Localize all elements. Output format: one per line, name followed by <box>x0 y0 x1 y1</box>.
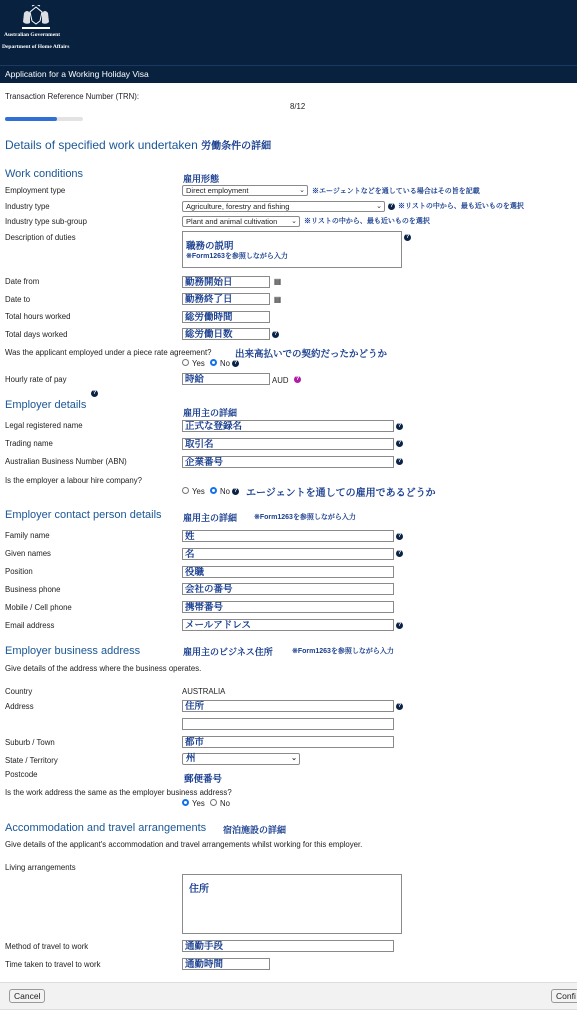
same-address-yes-radio[interactable] <box>182 799 189 806</box>
help-icon[interactable]: ? <box>397 550 402 556</box>
date-from-label: Date from <box>5 277 40 286</box>
application-title: Application for a Working Holiday Visa <box>5 69 149 79</box>
same-address-no-radio[interactable] <box>210 799 217 806</box>
travel-time-input[interactable]: 通勤時間 <box>182 958 270 970</box>
piece-rate-yes-radio[interactable] <box>182 359 189 366</box>
currency-label: AUD <box>272 376 289 385</box>
help-icon[interactable]: ? <box>397 423 402 429</box>
help-icon[interactable]: ? <box>295 376 300 382</box>
progress-fill <box>5 117 57 121</box>
contact-note: ※Form1263を参照しながら入力 <box>254 514 356 521</box>
labour-hire-label: Is the employer a labour hire company? <box>5 476 142 485</box>
piece-rate-no-label: No <box>220 359 230 368</box>
travel-method-input[interactable]: 通勤手段 <box>182 940 394 952</box>
email-input[interactable]: メールアドレス <box>182 619 394 631</box>
position-label: Position <box>5 567 33 576</box>
business-phone-input[interactable]: 会社の番号 <box>182 583 394 595</box>
site-header <box>0 0 577 65</box>
position-input[interactable]: 役職 <box>182 566 394 578</box>
mobile-label: Mobile / Cell phone <box>5 603 72 612</box>
page-title: Details of specified work undertaken 労働条件の詳細 <box>5 138 272 152</box>
travel-time-label: Time taken to travel to work <box>5 960 101 969</box>
help-icon[interactable]: ? <box>92 390 97 396</box>
trn-label: Transaction Reference Number (TRN): <box>5 92 140 101</box>
progress-text: 8/12 <box>290 102 306 111</box>
duties-note: ※Form1263を参照しながら入力 <box>186 253 288 260</box>
piece-rate-yes-label: Yes <box>192 359 205 368</box>
govt-name: Australian Government <box>4 32 61 38</box>
chevron-down-icon: ⌄ <box>299 187 305 194</box>
business-phone-label: Business phone <box>5 585 61 594</box>
same-address-yes-label: Yes <box>192 799 205 808</box>
labour-hire-no-radio[interactable] <box>210 487 217 494</box>
contact-person-jp: 雇用主の詳細 <box>183 513 238 523</box>
help-icon[interactable]: ? <box>233 488 238 494</box>
abn-input[interactable]: 企業番号 <box>182 456 394 468</box>
employment-type-note: ※エージェントなどを通している場合はその旨を記載 <box>312 188 480 195</box>
employer-details-jp: 雇用主の詳細 <box>183 408 238 418</box>
industry-type-label: Industry type <box>5 202 50 211</box>
state-select[interactable]: 州 ⌄ <box>182 753 300 765</box>
same-address-label: Is the work address the same as the employer business address? <box>5 788 232 797</box>
suburb-input[interactable]: 都市 <box>182 736 394 748</box>
hourly-input[interactable]: 時給 <box>182 373 270 385</box>
labour-hire-jp: エージェントを通しての雇用であるどうか <box>246 488 436 499</box>
piece-rate-label: Was the applicant employed under a piece rate agreement? <box>5 348 212 357</box>
employment-type-label: Employment type <box>5 186 66 195</box>
title-bar <box>0 65 577 83</box>
duties-textarea[interactable]: 職務の説明 ※Form1263を参照しながら入力 <box>182 231 402 268</box>
confirm-button[interactable]: Confi <box>551 989 577 1003</box>
given-names-input[interactable]: 名 <box>182 548 394 560</box>
address-note: ※Form1263を参照しながら入力 <box>292 648 394 655</box>
labour-hire-yes-label: Yes <box>192 487 205 496</box>
footer-bar <box>0 982 577 1010</box>
travel-method-label: Method of travel to work <box>5 942 89 951</box>
living-arrangements-textarea[interactable]: 住所 <box>182 874 402 934</box>
piece-rate-jp: 出来高払いでの契約だったかどうか <box>235 349 388 360</box>
country-label: Country <box>5 687 33 696</box>
hours-label: Total hours worked <box>5 312 71 321</box>
help-icon[interactable]: ? <box>397 622 402 628</box>
days-label: Total days worked <box>5 330 68 339</box>
country-value: AUSTRALIA <box>182 687 226 696</box>
legal-name-input[interactable]: 正式な登録名 <box>182 420 394 432</box>
help-icon[interactable]: ? <box>397 703 402 709</box>
labour-hire-yes-radio[interactable] <box>182 487 189 494</box>
labour-hire-no-label: No <box>220 487 230 496</box>
industry-type-select[interactable]: Agriculture, forestry and fishing ⌄ <box>182 201 385 212</box>
date-to-label: Date to <box>5 295 31 304</box>
work-conditions-jp: 雇用形態 <box>183 174 220 184</box>
help-icon[interactable]: ? <box>397 440 402 446</box>
progress-bar <box>5 117 83 121</box>
section-contact-person: Employer contact person details <box>5 509 162 521</box>
section-work-conditions: Work conditions <box>5 168 84 180</box>
business-address-jp: 雇用主のビジネス住所 <box>183 647 273 657</box>
piece-rate-no-radio[interactable] <box>210 359 217 366</box>
section-business-address: Employer business address <box>5 645 141 657</box>
abn-label: Australian Business Number (ABN) <box>5 457 127 466</box>
chevron-down-icon: ⌄ <box>376 203 382 210</box>
help-icon[interactable]: ? <box>405 234 410 240</box>
given-names-label: Given names <box>5 549 51 558</box>
help-icon[interactable]: ? <box>233 360 238 366</box>
accommodation-description: Give details of the applicant's accommodation and travel arrangements whilst working for this employer. <box>5 840 363 849</box>
industry-sub-note: ※リストの中から、最も近いものを選択 <box>304 218 430 225</box>
same-address-no-label: No <box>220 799 230 808</box>
chevron-down-icon: ⌄ <box>291 755 297 762</box>
cancel-button[interactable]: Cancel <box>9 989 45 1003</box>
help-icon[interactable]: ? <box>397 533 402 539</box>
living-arrangements-label: Living arrangements <box>5 863 76 872</box>
family-name-label: Family name <box>5 531 50 540</box>
address-label: Address <box>5 702 34 711</box>
hours-input[interactable]: 総労働時間 <box>182 311 270 323</box>
accommodation-jp: 宿泊施設の詳細 <box>223 825 287 835</box>
days-input[interactable]: 総労働日数 <box>182 328 270 340</box>
duties-label: Description of duties <box>5 233 76 242</box>
email-label: Email address <box>5 621 55 630</box>
legal-name-label: Legal registered name <box>5 421 83 430</box>
department-name: Department of Home Affairs <box>2 44 70 50</box>
industry-sub-label: Industry type sub-group <box>5 217 87 226</box>
mobile-input[interactable]: 携帯番号 <box>182 601 394 613</box>
address-description: Give details of the address where the business operates. <box>5 664 202 673</box>
section-employer-details: Employer details <box>5 399 87 411</box>
trading-name-input[interactable]: 取引名 <box>182 438 394 450</box>
section-accommodation: Accommodation and travel arrangements <box>5 822 207 834</box>
address-line1-input[interactable]: 住所 <box>182 700 394 712</box>
calendar-icon[interactable]: ▦ <box>273 277 282 286</box>
chevron-down-icon: ⌄ <box>291 218 297 225</box>
coat-of-arms-icon <box>16 5 56 31</box>
postcode-value[interactable]: 郵便番号 <box>184 774 223 785</box>
industry-sub-select[interactable]: Plant and animal cultivation ⌄ <box>182 216 300 227</box>
family-name-input[interactable]: 姓 <box>182 530 394 542</box>
hourly-label: Hourly rate of pay <box>5 375 67 384</box>
help-icon[interactable]: ? <box>273 331 278 337</box>
date-from-input[interactable]: 勤務開始日 <box>182 276 270 288</box>
trading-name-label: Trading name <box>5 439 53 448</box>
help-icon[interactable]: ? <box>397 458 402 464</box>
help-icon[interactable]: ? <box>389 203 394 209</box>
state-label: State / Territory <box>5 756 58 765</box>
calendar-icon[interactable]: ▦ <box>273 295 282 304</box>
address-line2-input[interactable] <box>182 718 394 730</box>
date-to-input[interactable]: 勤務終了日 <box>182 293 270 305</box>
suburb-label: Suburb / Town <box>5 738 55 747</box>
industry-type-note: ※リストの中から、最も近いものを選択 <box>398 203 524 210</box>
postcode-label: Postcode <box>5 770 38 779</box>
employment-type-select[interactable]: Direct employment ⌄ <box>182 185 308 196</box>
